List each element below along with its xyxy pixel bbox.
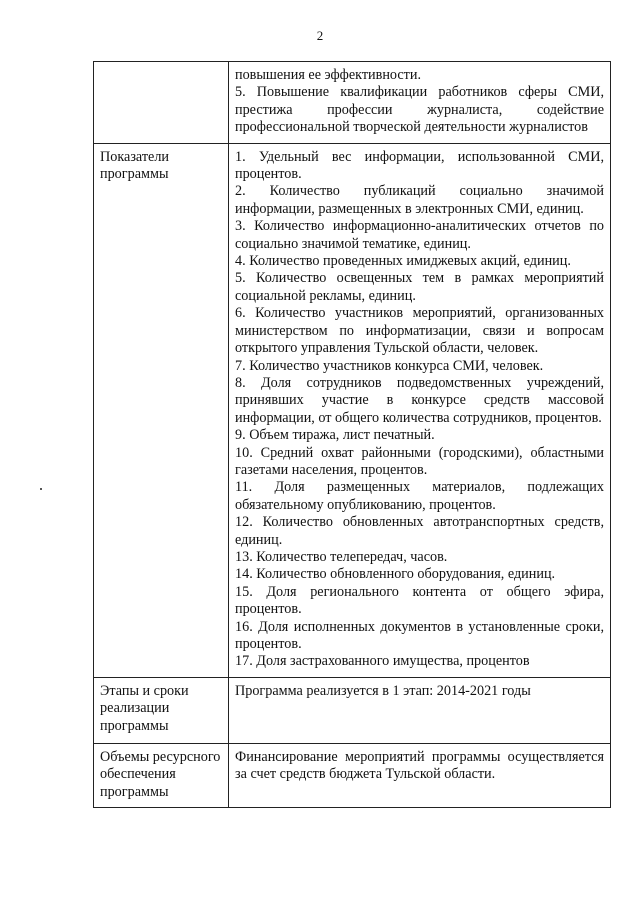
continuation-line-2: 5. Повышение квалификации работников сферы СМИ, престижа профессии журналиста, содействие профессиональной творческой деятельности журналистов: [235, 84, 604, 136]
indicator-item: 13. Количество телепередач, часов.: [235, 548, 448, 565]
indicator-item: 1. Удельный вес информации, использованной СМИ, процентов.: [235, 148, 604, 183]
resources-text: Финансирование мероприятий программы осуществляется за счет средств бюджета Тульской области.: [235, 748, 604, 783]
row-label-resources: Объемы ресурсного обеспечения программы: [94, 743, 229, 807]
table-row-resources: [94, 743, 611, 807]
row-label-empty: [94, 62, 229, 144]
row-content-stages: [229, 677, 611, 743]
table-row-continuation: [94, 62, 611, 144]
indicator-item: 5. Количество освещенных тем в рамках мероприятий социальной рекламы, единиц.: [235, 270, 604, 304]
indicator-item: 9. Объем тиража, лист печатный.: [235, 427, 435, 444]
page-number: 2: [316, 28, 324, 43]
row-content-continuation: [229, 62, 611, 144]
indicator-item: 11. Доля размещенных материалов, подлежащих обязательному опубликованию, процентов.: [235, 479, 604, 513]
indicator-item: 10. Средний охват районными (городскими), областными газетами населения, процентов.: [235, 444, 604, 478]
table-row-stages: [94, 677, 611, 743]
table-row-indicators: [94, 143, 611, 677]
indicator-item: 17. Доля застрахованного имущества, процентов: [235, 653, 530, 670]
stages-text: Программа реализуется в 1 этап: 2014-2021 годы: [235, 682, 531, 699]
indicator-item: 4. Количество проведенных имиджевых акций, единиц.: [235, 253, 571, 270]
row-label-indicators: Показатели программы: [94, 143, 229, 677]
indicator-item: 2. Количество публикаций социально значимой информации, размещенных в электронных СМИ, единиц.: [235, 183, 604, 217]
indicator-item: 15. Доля регионального контента от общего эфира, процентов.: [235, 583, 604, 618]
scan-dot: [40, 488, 42, 490]
indicator-item: 6. Количество участников мероприятий, организованных министерством по информатизации, связи и вопросам открытого управления Тульской области, человек.: [235, 305, 604, 357]
indicator-item: 14. Количество обновленного оборудования, единиц.: [235, 566, 556, 583]
continuation-line-1: повышения ее эффективности.: [235, 67, 422, 83]
indicator-item: 3. Количество информационно-аналитических отчетов по социально значимой тематике, единиц.: [235, 218, 604, 252]
row-label-stages: Этапы и сроки реализации программы: [94, 677, 229, 743]
indicator-item: 16. Доля исполненных документов в установленные сроки, процентов.: [235, 618, 604, 652]
row-content-indicators: [229, 143, 611, 677]
row-content-resources: [229, 743, 611, 807]
program-passport-table: [93, 61, 611, 808]
indicator-item: 7. Количество участников конкурса СМИ, человек.: [235, 357, 544, 374]
indicator-item: 12. Количество обновленных автотранспортных средств, единиц.: [235, 514, 604, 548]
indicator-item: 8. Доля сотрудников подведомственных учреждений, принявших участие в конкурсе средств массовой информации, от общего количества сотрудников, процентов.: [235, 374, 604, 426]
